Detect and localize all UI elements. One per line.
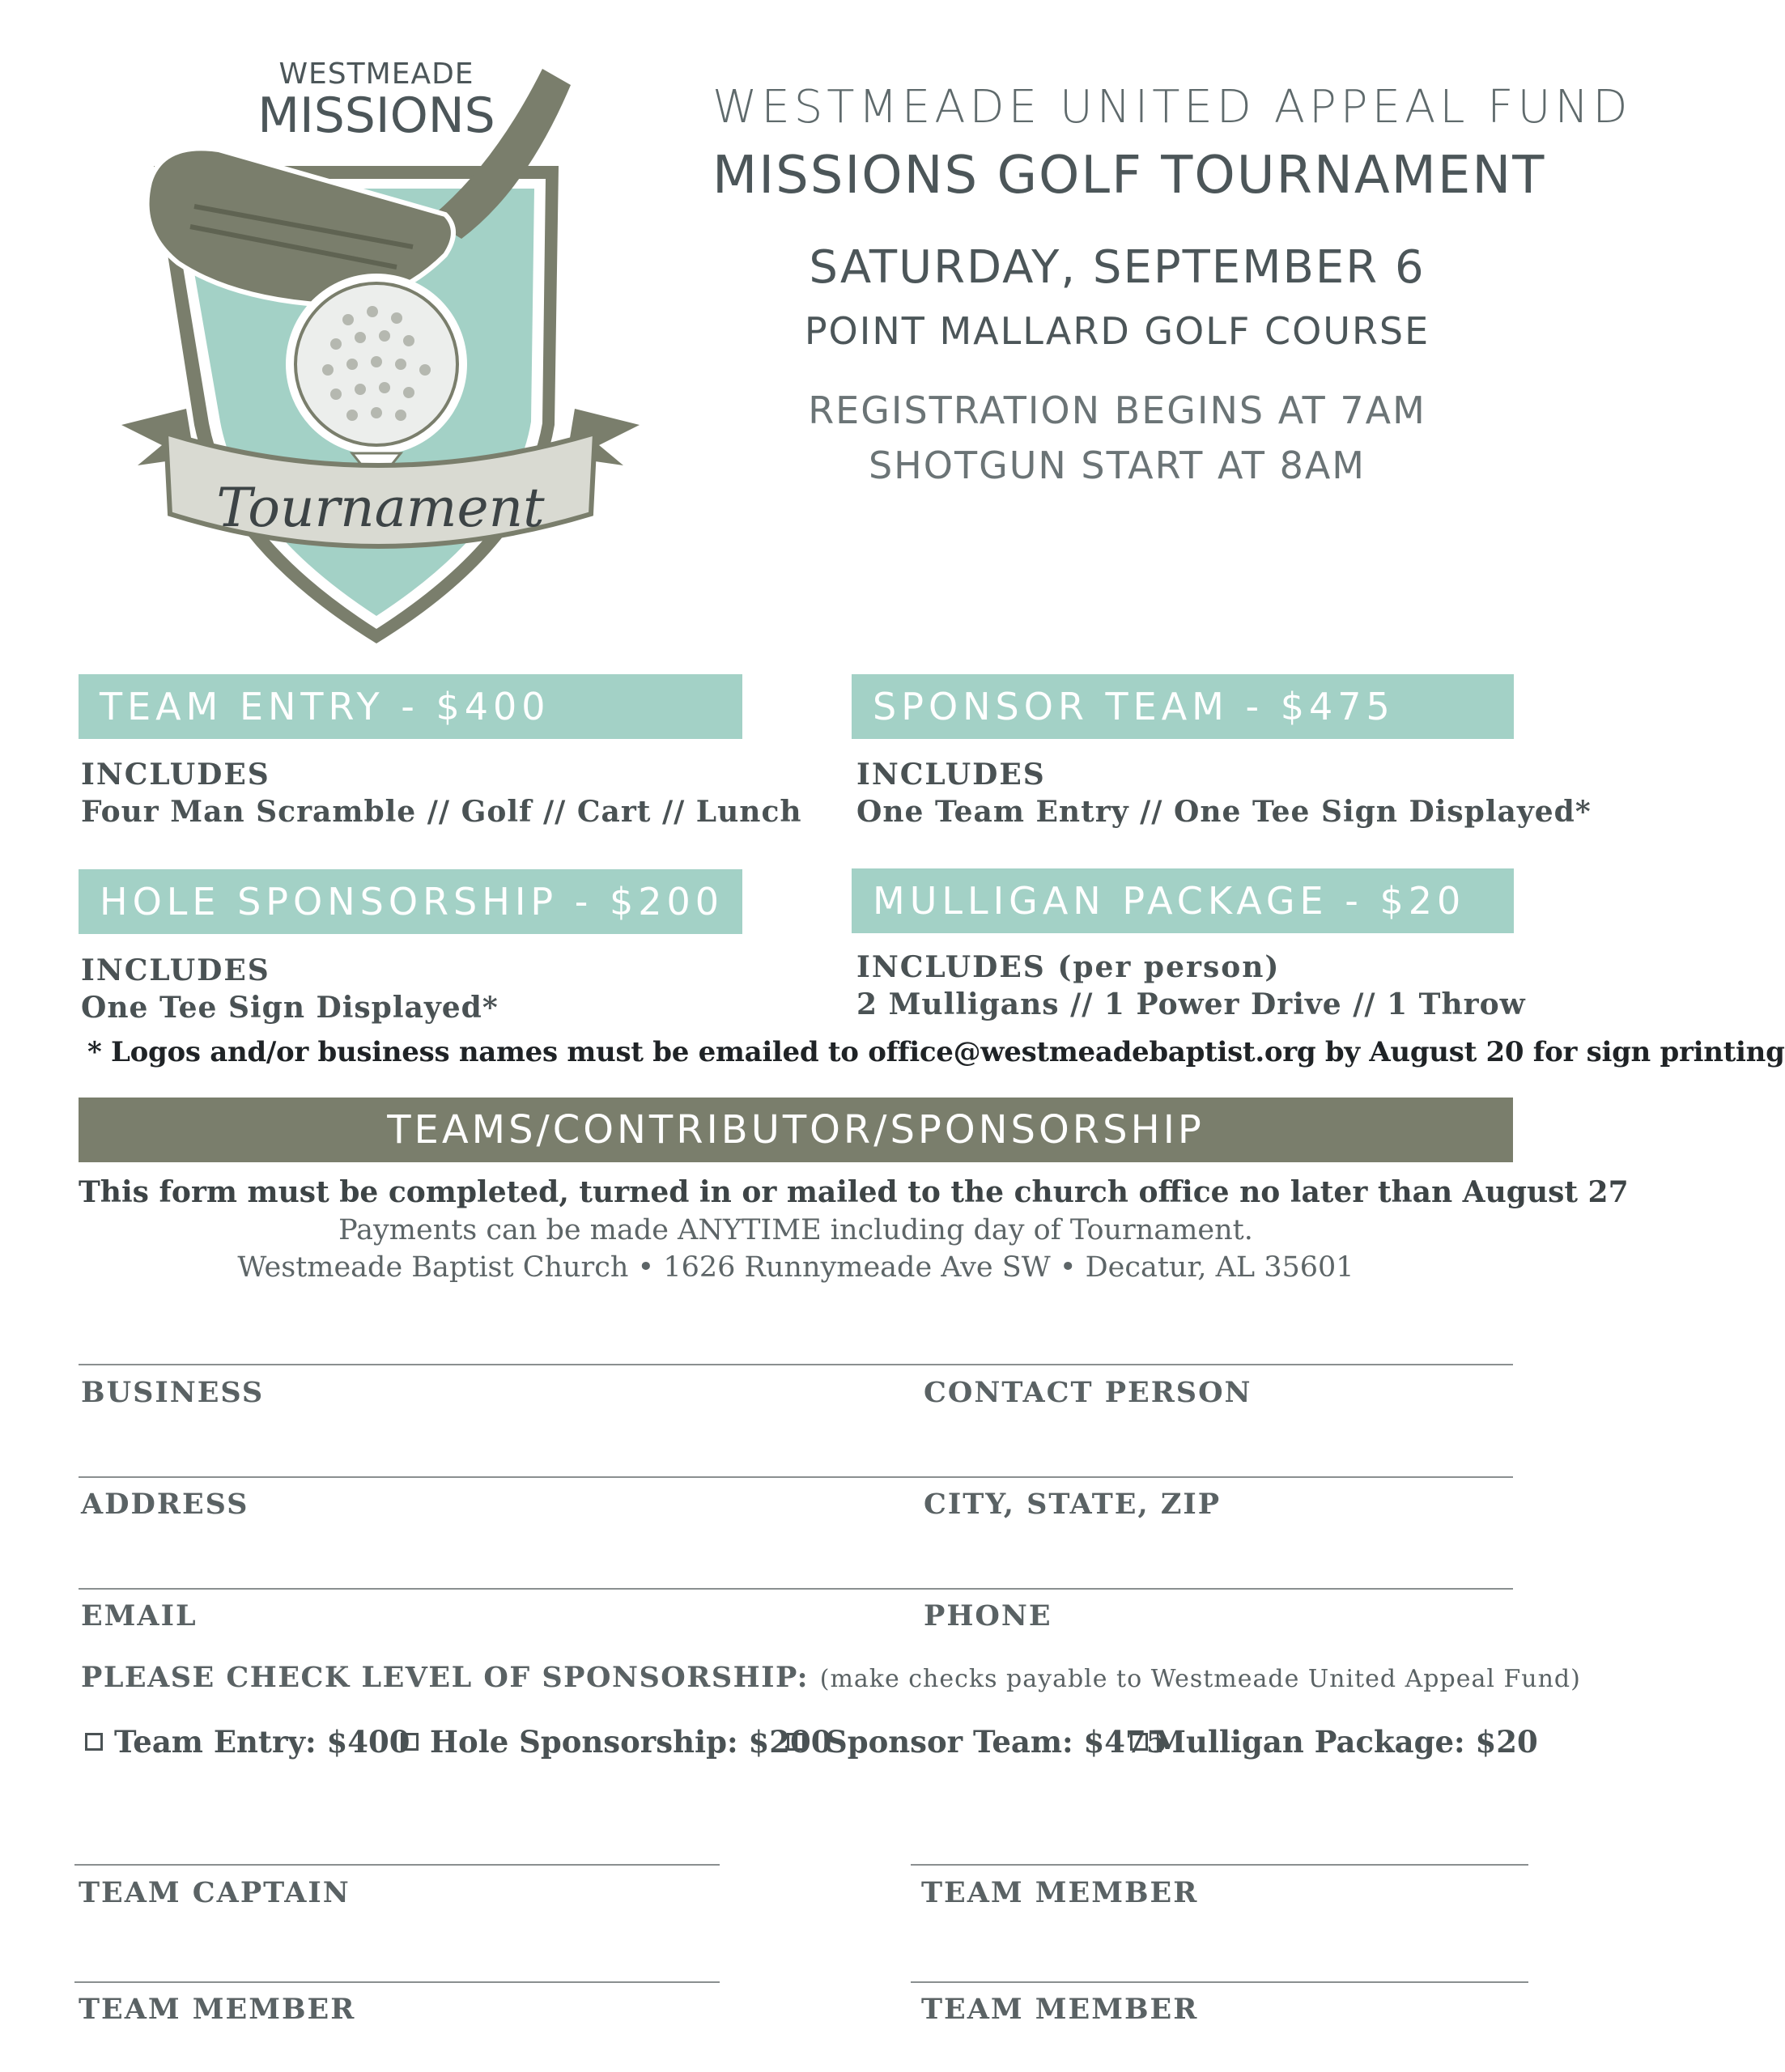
tournament-logo [105, 45, 656, 652]
option-team-entry[interactable] [85, 1724, 410, 1760]
business-field-line[interactable] [79, 1364, 1513, 1365]
event-date: SATURDAY, SEPTEMBER 6 [809, 241, 1426, 294]
option-mulligan-package[interactable] [1130, 1724, 1538, 1760]
form-deadline: This form must be completed, turned in or mailed to the church office no later than August 27 [79, 1175, 1629, 1209]
package-title-mulligan: MULLIGAN PACKAGE - $20 [852, 868, 1514, 933]
fund-name: WESTMEADE UNITED APPEAL FUND [712, 81, 1632, 134]
option-label: Sponsor Team: $475 [826, 1724, 1167, 1760]
team-member-line[interactable] [74, 1981, 720, 1983]
package-details: One Team Entry // One Tee Sign Displayed* [856, 795, 1592, 829]
sponsorship-check-heading: PLEASE CHECK LEVEL OF SPONSORSHIP: [81, 1661, 810, 1694]
city-state-zip-label: CITY, STATE, ZIP [924, 1488, 1222, 1521]
team-member-label: TEAM MEMBER [921, 1876, 1199, 1909]
registration-time: REGISTRATION BEGINS AT 7AM [808, 388, 1426, 432]
team-member-line[interactable] [911, 1864, 1528, 1866]
svg-text:Tournament: Tournament [216, 477, 545, 539]
shotgun-start-time: SHOTGUN START AT 8AM [868, 444, 1366, 487]
team-member-line[interactable] [911, 1981, 1528, 1983]
email-field-line[interactable] [79, 1588, 1513, 1590]
option-label: Mulligan Package: $20 [1153, 1724, 1538, 1760]
package-title-sponsor-team: SPONSOR TEAM - $475 [852, 674, 1514, 739]
option-hole-sponsorship[interactable] [401, 1724, 831, 1760]
team-member-label: TEAM MEMBER [921, 1993, 1199, 2026]
package-title-hole-sponsorship: HOLE SPONSORSHIP - $200 [79, 869, 742, 934]
package-includes-label: INCLUDES (per person) [856, 950, 1281, 984]
checkbox-icon[interactable] [787, 1733, 805, 1751]
svg-text:MISSIONS: MISSIONS [257, 87, 495, 144]
section-title: TEAMS/CONTRIBUTOR/SPONSORSHIP [79, 1098, 1513, 1162]
sign-printing-note: * Logos and/or business names must be emailed to office@westmeadebaptist.org by August 20 for sign printing [87, 1036, 1785, 1068]
package-includes-label: INCLUDES [81, 953, 270, 987]
option-label: Hole Sponsorship: $200 [430, 1724, 832, 1760]
checkbox-icon[interactable] [401, 1733, 419, 1751]
team-captain-label: TEAM CAPTAIN [79, 1876, 351, 1909]
checkbox-icon[interactable] [85, 1733, 103, 1751]
package-details: 2 Mulligans // 1 Power Drive // 1 Throw [856, 987, 1526, 1021]
email-label: EMAIL [81, 1599, 198, 1633]
option-sponsor-team[interactable] [787, 1724, 1167, 1760]
event-course: POINT MALLARD GOLF COURSE [804, 309, 1430, 353]
package-title-team-entry: TEAM ENTRY - $400 [79, 674, 742, 739]
sponsorship-check-title [81, 1661, 1581, 1694]
package-details: Four Man Scramble // Golf // Cart // Lunch [81, 795, 802, 829]
tournament-title: MISSIONS GOLF TOURNAMENT [712, 146, 1546, 206]
address-field-line[interactable] [79, 1476, 1513, 1478]
team-member-label: TEAM MEMBER [79, 1993, 356, 2026]
option-label: Team Entry: $400 [114, 1724, 410, 1760]
business-label: BUSINESS [81, 1376, 265, 1409]
team-captain-line[interactable] [74, 1864, 720, 1866]
package-includes-label: INCLUDES [856, 758, 1046, 792]
address-label: ADDRESS [81, 1488, 249, 1521]
svg-text:WESTMEADE: WESTMEADE [278, 57, 474, 91]
phone-label: PHONE [924, 1599, 1052, 1633]
church-address: Westmeade Baptist Church • 1626 Runnymeade Ave SW • Decatur, AL 35601 [237, 1251, 1354, 1284]
checkbox-icon[interactable] [1130, 1733, 1148, 1751]
sponsorship-check-note: (make checks payable to Westmeade United Appeal Fund) [819, 1665, 1581, 1693]
package-details: One Tee Sign Displayed* [81, 991, 499, 1025]
contact-person-label: CONTACT PERSON [924, 1376, 1252, 1409]
payment-info: Payments can be made ANYTIME including day of Tournament. [338, 1214, 1253, 1246]
package-includes-label: INCLUDES [81, 758, 270, 792]
